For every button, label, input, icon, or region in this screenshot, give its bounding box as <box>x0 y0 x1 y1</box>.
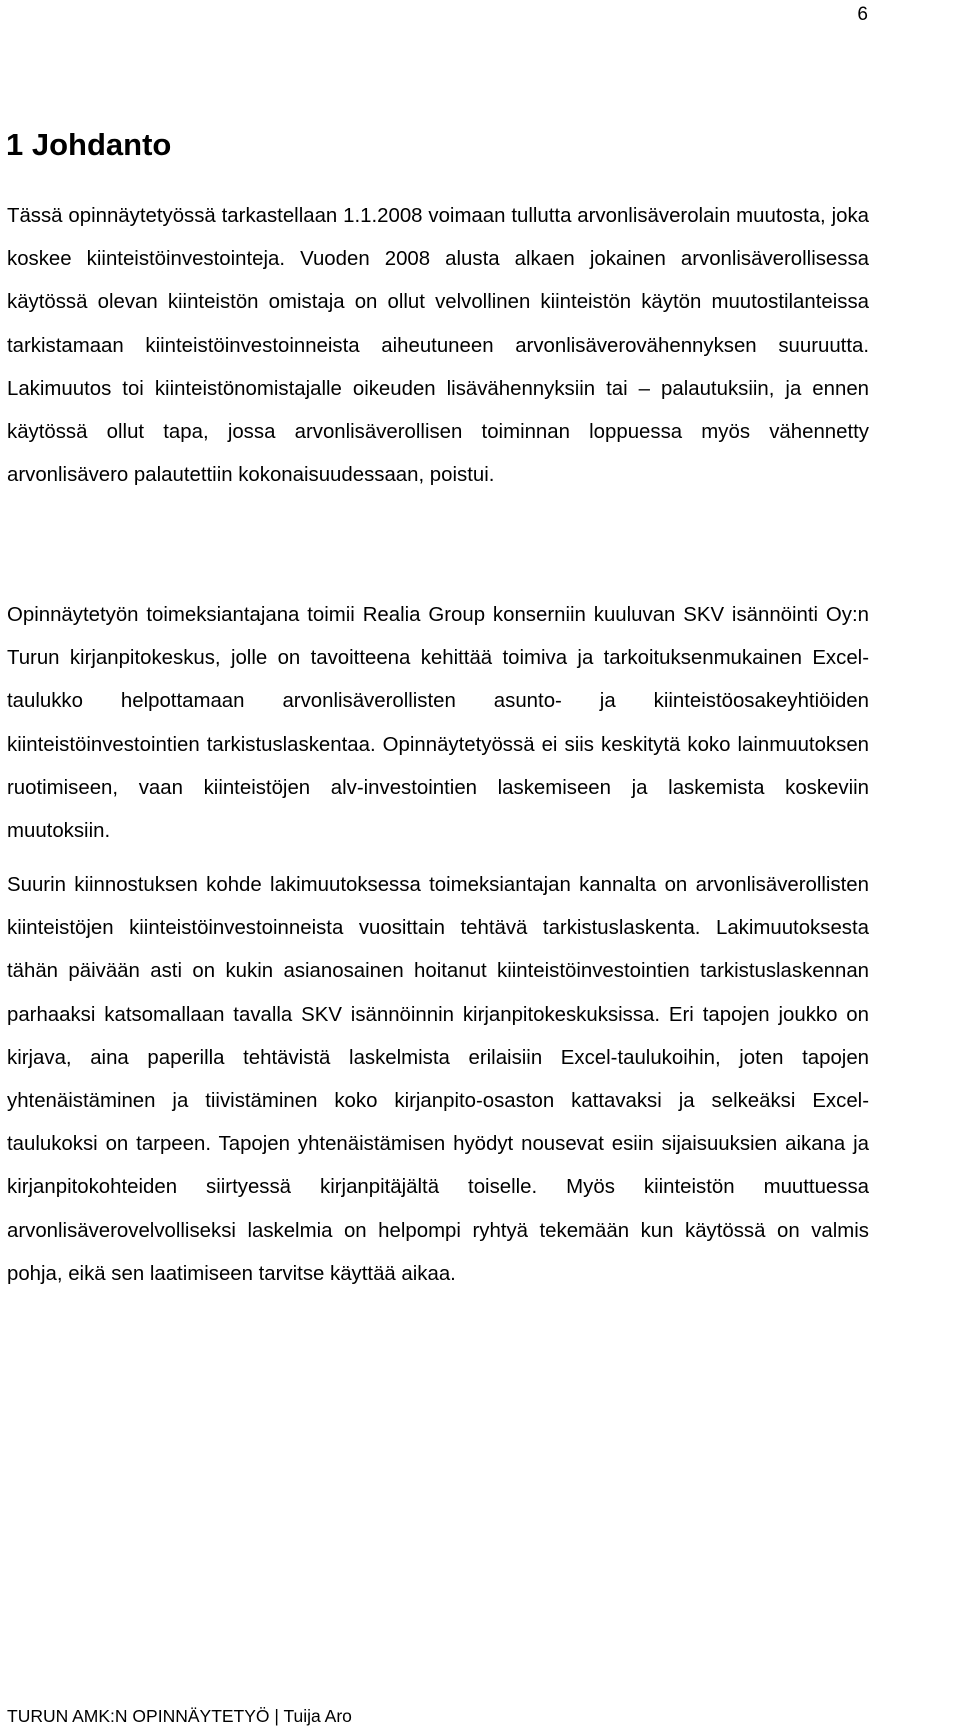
page-number: 6 <box>857 4 868 25</box>
page-footer: TURUN AMK:N OPINNÄYTETYÖ | Tuija Aro <box>7 1706 352 1726</box>
body-paragraph-1: Tässä opinnäytetyössä tarkastellaan 1.1.2008 voimaan tullutta arvonlisäverolain muutosta, joka koskee kiinteistöinvestointeja. Vuoden 2008 alusta alkaen jokainen arvonlisäverollisessa käytössä olevan kiinteistön omistaja on ollut velvollinen kiinteistön käytön muutostilanteissa tarkistamaan kiinteistöinvestoinneista aiheutuneen arvonlisäverovähennyksen suuruutta. Lakimuutos toi kiinteistönomistajalle oikeuden lisävähennyksiin tai – palautuksiin, ja ennen käytössä ollut tapa, jossa arvonlisäverollisen toiminnan loppuessa myös vähennetty arvonlisävero palautettiin kokonaisuudessaan, poistui. <box>7 205 869 487</box>
body-paragraph-2: Opinnäytetyön toimeksiantajana toimii Realia Group konserniin kuuluvan SKV isännöinti Oy:n Turun kirjanpitokeskus, jolle on tavoitteena kehittää toimiva ja tarkoituksenmukainen Excel-taulukko helpottamaan arvonlisäverollisten asunto- ja kiinteistöosakeyhtiöiden kiinteistöinvestointien tarkistuslaskentaa. Opinnäytetyössä ei siis keskitytä koko lainmuutoksen ruotimiseen, vaan kiinteistöjen alv-investointien laskemiseen ja laskemista koskeviin muutoksiin. <box>7 604 869 843</box>
chapter-title: 1 Johdanto <box>6 127 172 162</box>
body-paragraph-3: Suurin kiinnostuksen kohde lakimuutoksessa toimeksiantajan kannalta on arvonlisäverollisten kiinteistöjen kiinteistöinvestoinneista vuosittain tehtävä tarkistuslaskenta. Lakimuutoksesta tähän päivään asti on kukin asianosainen hoitanut kiinteistöinvestointien tarkistuslaskennan parhaaksi katsomallaan tavalla SKV isännöinnin kirjanpitokeskuksissa. Eri tapojen joukko on kirjava, aina paperilla tehtävistä laskelmista erilaisiin Excel-taulukoihin, joten tapojen yhtenäistäminen ja tiivistäminen koko kirjanpito-osaston kattavaksi ja selkeäksi Excel-taulukoksi on tarpeen. Tapojen yhtenäistämisen hyödyt nousevat esiin sijaisuuksien aikana ja kirjanpitokohteiden siirtyessä kirjanpitäjältä toiselle. Myös kiinteistön muuttuessa arvonlisäverovelvolliseksi laskelmia on helpompi ryhtyä tekemään kun käytössä on valmis pohja, eikä sen laatimiseen tarvitse käyttää aikaa. <box>7 874 869 1285</box>
